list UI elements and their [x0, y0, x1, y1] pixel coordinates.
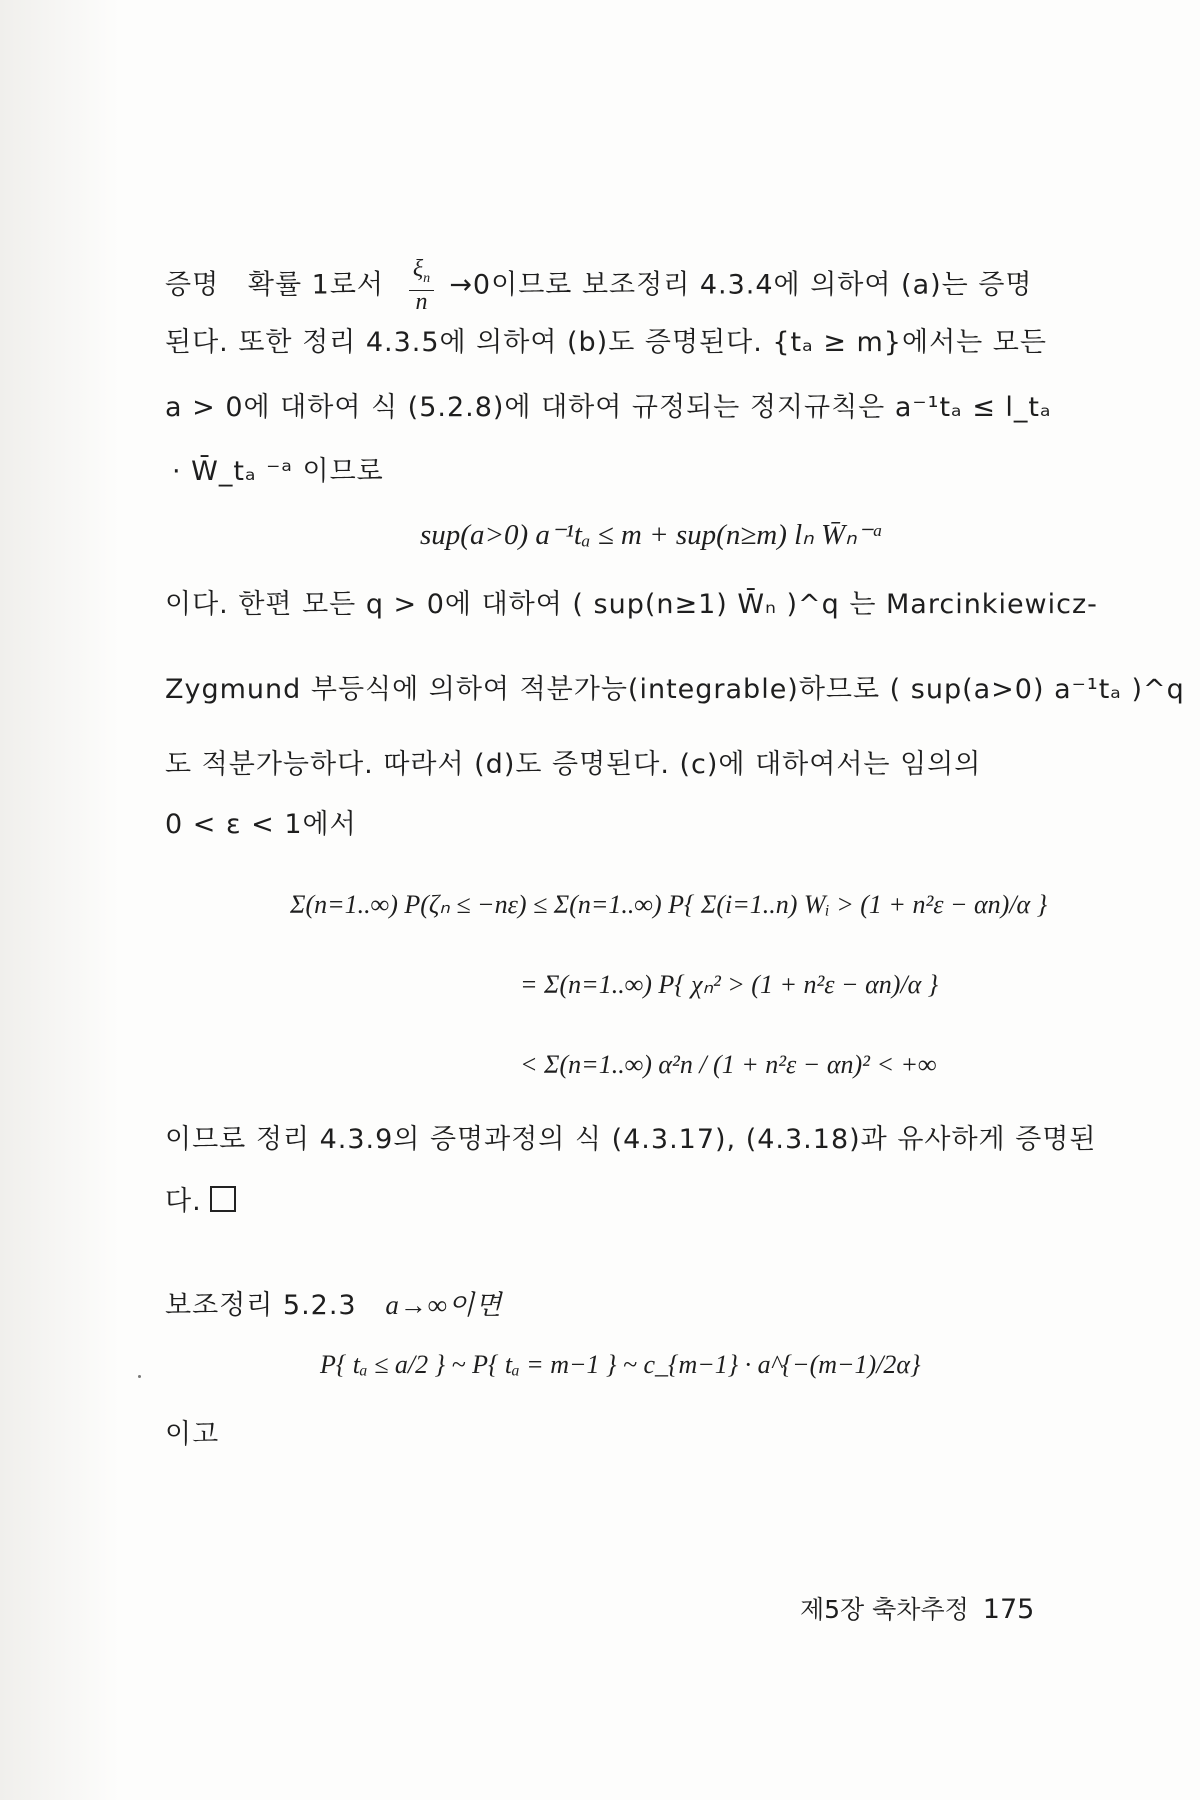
equation-sum-3: < Σ(n=1..∞) α²n / (1 + n²ε − αn)² < +∞	[520, 1050, 937, 1079]
qed-box-icon	[210, 1186, 236, 1212]
proof-line-6: Zygmund 부등식에 의하여 적분가능(integrable)하므로 ( sup(a>0) a⁻¹tₐ )^q	[165, 674, 1185, 705]
proof-line-10	[165, 1182, 236, 1222]
lemma-equation: P{ tₐ ≤ a/2 } ~ P{ tₐ = m−1 } ~ c_{m−1} · a^{−(m−1)/2α}	[320, 1350, 921, 1379]
lemma-heading	[165, 1285, 502, 1326]
proof-line-1	[165, 258, 1033, 313]
page-number: 175	[982, 1594, 1035, 1625]
text-run: 증명 확률 1로서	[165, 269, 394, 301]
proof-line-7: 도 적분가능하다. 따라서 (d)도 증명된다. (c)에 대하여서는 임의의	[165, 749, 982, 780]
fraction-xi-n: $\frac{\xi_n}{n}$	[409, 258, 434, 313]
proof-line-4: · W̄_tₐ ⁻ᵃ 이므로	[172, 456, 384, 487]
equation-sup: sup(a>0) a⁻¹tₐ ≤ m + sup(n≥m) lₙ W̄ₙ⁻ᵃ	[420, 519, 884, 551]
chapter-title: 제5장 축차추정	[800, 1595, 969, 1624]
speck	[138, 1375, 141, 1378]
proof-line-3: a > 0에 대하여 식 (5.2.8)에 대하여 규정되는 정지규칙은 a⁻¹tₐ ≤ l_tₐ	[165, 392, 1052, 423]
equation-sum-1: Σ(n=1..∞) P(ζₙ ≤ −nε) ≤ Σ(n=1..∞) P{ Σ(i=1..n) Wᵢ > (1 + n²ε − αn)/α }	[290, 890, 1048, 919]
proof-line-8: 0 < ε < 1에서	[165, 809, 357, 840]
equation-sum-2: = Σ(n=1..∞) P{ χₙ² > (1 + n²ε − αn)/α }	[520, 970, 939, 999]
text-run: →0이므로 보조정리 4.3.4에 의하여 (a)는 증명	[449, 269, 1033, 301]
lemma-condition: a→∞이면	[385, 1290, 503, 1320]
lemma-continuation: 이고	[165, 1419, 220, 1450]
page-shadow	[0, 0, 120, 1800]
proof-line-5: 이다. 한편 모든 q > 0에 대하여 ( sup(n≥1) W̄ₙ )^q 는 Marcinkiewicz-	[165, 589, 1098, 620]
proof-line-2: 된다. 또한 정리 4.3.5에 의하여 (b)도 증명된다. {tₐ ≥ m}에서는 모든	[165, 327, 1047, 358]
proof-end-text: 다.	[165, 1186, 202, 1217]
page-footer	[800, 1590, 1034, 1626]
lemma-title: 보조정리 5.2.3	[165, 1290, 357, 1321]
proof-line-9: 이므로 정리 4.3.9의 증명과정의 식 (4.3.17), (4.3.18)과 유사하게 증명된	[165, 1124, 1097, 1155]
